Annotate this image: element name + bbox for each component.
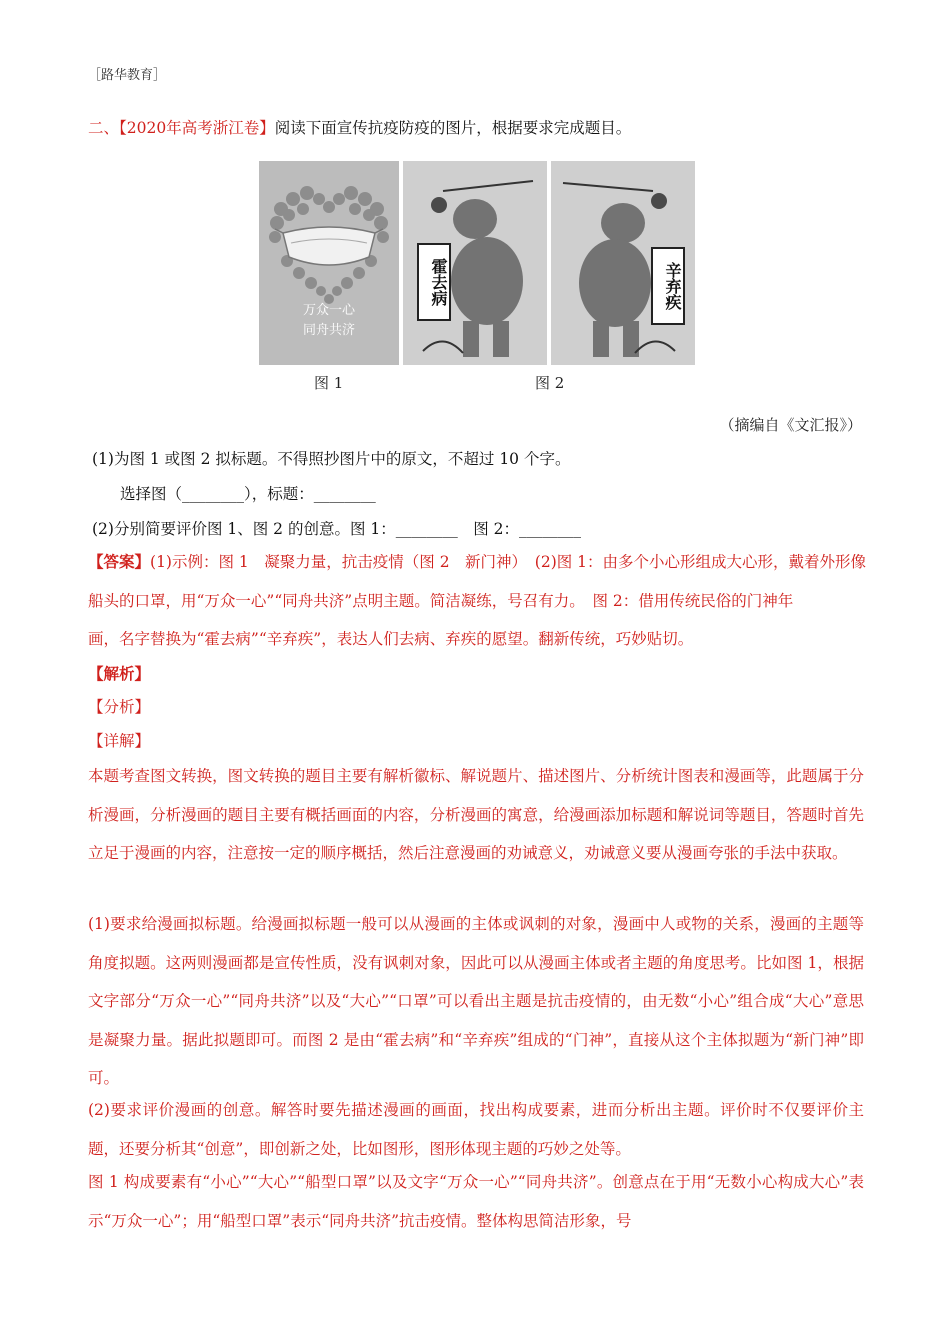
- analysis-paragraph-2: (1)要求给漫画拟标题。给漫画拟标题一般可以从漫画的主体或讽刺的对象，漫画中人或物的关系，漫画的主题等角度拟题。这两则漫画都是宣传性质，没有讽刺对象，因此可以从漫画主体或者主题的角度思考。比如图 1，根据文字部分“万众一心”“同舟共济”以及“大心”“口罩”可以看出主题是抗击疫情的，由无数“小心”组合成“大心”意思是凝聚力量。据此拟题即可。而图 2 是由“霍去病”和“辛弃疾”组成的“门神”，直接从这个主体拟题为“新门神”即可。: [88, 915, 864, 1087]
- figure-1-slogan-line2: 同舟共济: [302, 323, 355, 338]
- figure-2-left-name: 霍去病: [417, 243, 451, 321]
- analysis-paragraph-4: 图 1 构成要素有“小心”“大心”“船型口罩”以及文字“万众一心”“同舟共济”。创意点在于用“无数小心构成大心”表示“万众一心”；用“船型口罩”表示“同舟共济”抗击疫情。整体构思简洁形象，号: [88, 1173, 864, 1230]
- figure-1-caption: 图 1: [314, 374, 344, 392]
- label-fenxi: 【分析】: [88, 698, 151, 716]
- question-line: [88, 118, 631, 138]
- answer-line-1: [88, 552, 866, 572]
- source-note: （摘编自《文汇报》）: [719, 416, 862, 434]
- answer-line-2: 船头的口罩，用“万众一心”“同舟共济”点明主题。简洁凝练，号召有力。 图 2：借用传统民俗的门神年: [88, 592, 794, 610]
- analysis-paragraph-1: 本题考查图文转换，图文转换的题目主要有解析徽标、解说题片、描述图片、分析统计图表和漫画等，此题属于分析漫画，分析漫画的题目主要有概括画面的内容，分析漫画的寓意，给漫画添加标题和解说词等题目，答题时首先立足于漫画的内容，注意按一定的顺序概括，然后注意漫画的劝诫意义，劝诫意义要从漫画夸张的手法中获取。: [88, 767, 864, 862]
- question-prompt: 阅读下面宣传抗疫防疫的图片，根据要求完成题目。: [274, 119, 632, 137]
- figure-2-image: [403, 161, 695, 365]
- question-number: 二、: [88, 119, 120, 137]
- figure-2-caption: 图 2: [535, 374, 565, 392]
- header-org: ［路华教育］: [88, 68, 167, 83]
- subquestion-1-fill: 选择图（________），标题：________: [120, 485, 376, 503]
- subquestion-1: (1)为图 1 或图 2 拟标题。不得照抄图片中的原文，不超过 10 个字。: [92, 450, 571, 468]
- question-source: 【2020年高考浙江卷】: [119, 119, 275, 137]
- subquestion-2: (2)分别简要评价图 1、图 2 的创意。图 1：________ 图 2：________: [92, 520, 582, 538]
- figure-2-right-name: 辛弃疾: [651, 247, 685, 325]
- label-jiexi: 【解析】: [88, 664, 151, 683]
- figure-1-slogan: [259, 301, 399, 341]
- answer-line-3: 画，名字替换为“霍去病”“辛弃疾”，表达人们去病、弃疾的愿望。翻新传统，巧妙贴切。: [88, 630, 694, 648]
- figure-1-slogan-line1: 万众一心: [302, 303, 355, 318]
- answer-label: 【答案】: [88, 552, 151, 571]
- label-xiangjie: 【详解】: [88, 732, 151, 750]
- analysis-paragraph-3: (2)要求评价漫画的创意。解答时要先描述漫画的画面，找出构成要素，进而分析出主题。评价时不仅要评价主题，还要分析其“创意”，即创新之处，比如图形，图形体现主题的巧妙之处等。: [88, 1101, 864, 1158]
- answer-text-1: (1)示例：图 1 凝聚力量，抗击疫情（图 2 新门神） (2)图 1：由多个小心形组成大心形，戴着外形像: [150, 553, 867, 571]
- figure-1-image: [259, 161, 399, 365]
